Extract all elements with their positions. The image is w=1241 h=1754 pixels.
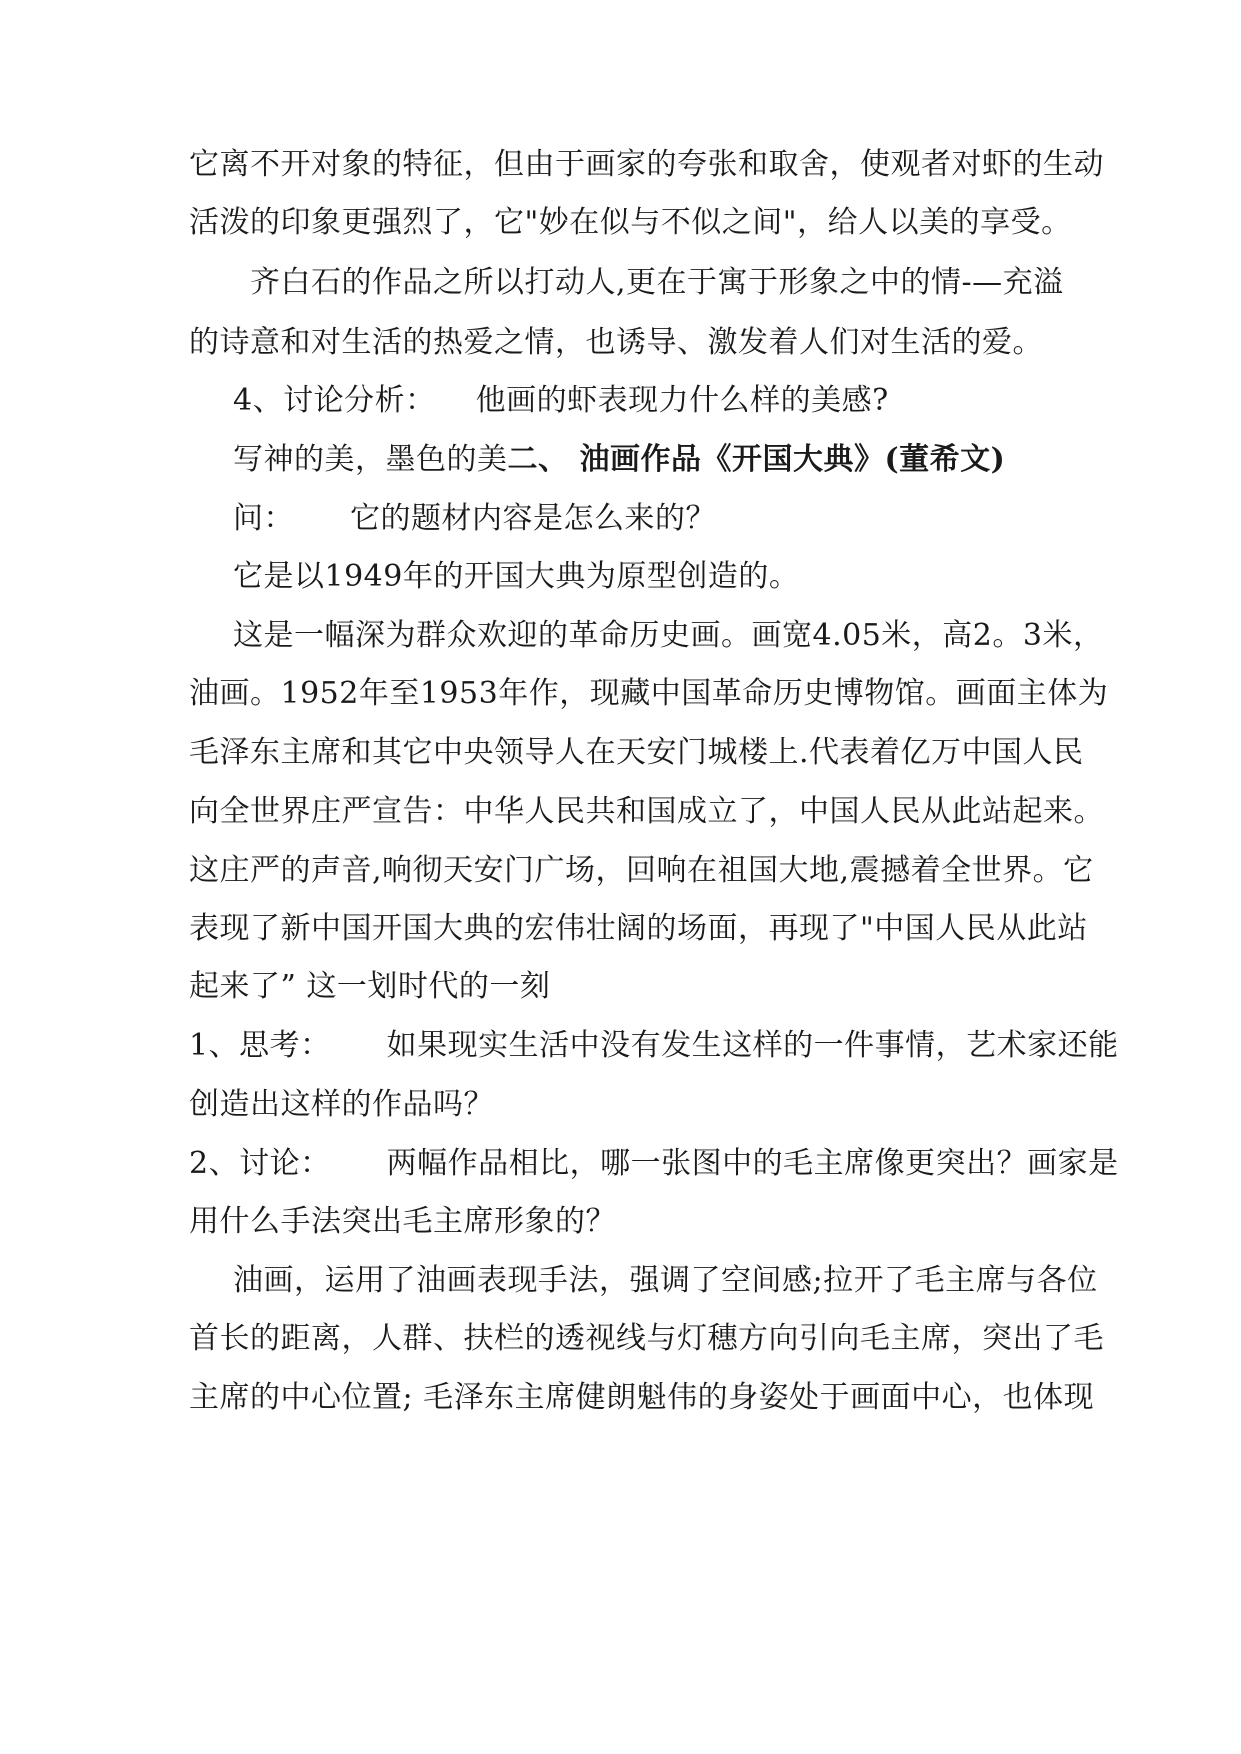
paragraph-line: 它是以1949年的开国大典为原型创造的。 [233, 559, 800, 594]
paragraph-line: 这是一幅深为群众欢迎的革命历史画。画宽4.05米，高2。3米， [233, 618, 1104, 653]
paragraph-line: 向全世界庄严宣告：中华人民共和国成立了，中国人民从此站起来。 [189, 794, 1104, 829]
paragraph-line: 活泼的印象更强烈了，它"妙在似与不似之间"，给人以美的享受。 [189, 205, 1072, 240]
paragraph-line: 主席的中心位置; 毛泽东主席健朗魁伟的身姿处于画面中心，也体现 [189, 1380, 1095, 1415]
question-label: 4、讨论分析： [233, 383, 436, 418]
paragraph-line: 起来了” 这一划时代的一刻 [189, 969, 551, 1004]
paragraph-line: 油画。1952年至1953年作，现藏中国革命历史博物馆。画面主体为 [189, 676, 1109, 711]
discussion-question-2 [189, 1144, 1119, 1184]
question-label: 问： [233, 501, 294, 536]
paragraph-line: 的诗意和对生活的热爱之情，也诱导、激发着人们对生活的爱。 [189, 325, 1043, 360]
paragraph-line: 油画，运用了油画表现手法，强调了空间感;拉开了毛主席与各位 [233, 1263, 1098, 1298]
paragraph-line: 用什么手法突出毛主席形象的？ [189, 1204, 616, 1239]
question-label: 1、思考： [189, 1028, 331, 1063]
paragraph-line: 表现了新中国开国大典的宏伟壮阔的场面，再现了"中国人民从此站 [189, 911, 1088, 946]
discussion-question-4 [233, 381, 1069, 421]
paragraph-line: 它离不开对象的特征，但由于画家的夸张和取舍，使观者对虾的生动 [189, 147, 1104, 182]
question-text: 他画的虾表现力什么样的美感? [475, 383, 889, 418]
answer-and-section-heading [233, 440, 1069, 480]
paragraph-line: 首长的距离，人群、扶栏的透视线与灯穗方向引向毛主席，突出了毛 [189, 1321, 1104, 1356]
paragraph-line: 这庄严的声音,响彻天安门广场，回响在祖国大地,震撼着全世界。它 [189, 853, 1094, 888]
paragraph-line: 创造出这样的作品吗？ [189, 1087, 494, 1122]
paragraph-line: 齐白石的作品之所以打动人,更在于寓于形象之中的情-—充溢 [250, 265, 1064, 300]
section-heading: 二、 油画作品《开国大典》(董希文) [507, 442, 1006, 477]
think-question-1 [189, 1026, 1119, 1066]
question-line [233, 499, 1069, 539]
answer-text: 写神的美，墨色的美 [233, 442, 508, 477]
question-text: 两幅作品相比，哪一张图中的毛主席像更突出？画家是 [386, 1146, 1119, 1181]
paragraph-line: 毛泽东主席和其它中央领导人在天安门城楼上.代表着亿万中国人民 [189, 735, 1084, 770]
question-text: 如果现实生活中没有发生这样的一件事情，艺术家还能 [386, 1028, 1119, 1063]
question-text: 它的题材内容是怎么来的？ [350, 501, 716, 536]
question-label: 2、讨论： [189, 1146, 331, 1181]
